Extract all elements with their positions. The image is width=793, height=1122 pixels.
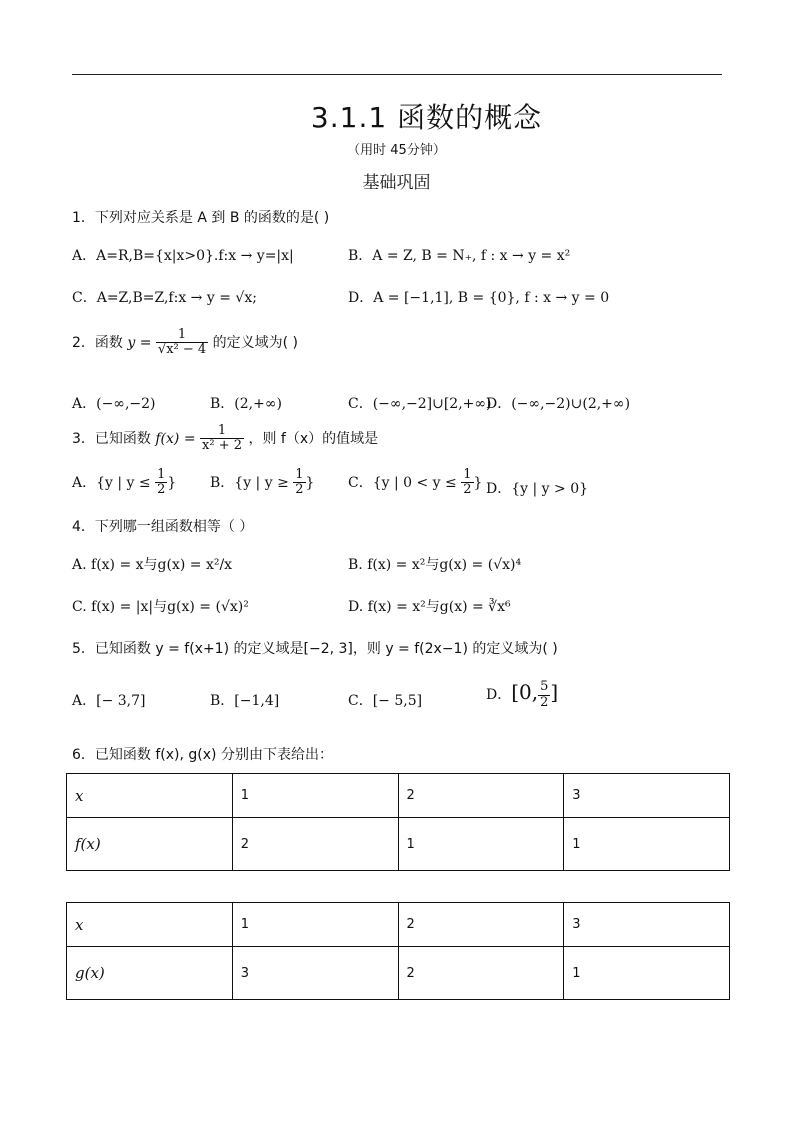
question-1-stem: 1．下列对应关系是 A 到 B 的函数的是( ) [72,210,330,226]
q3-a-den: 2 [157,482,166,498]
q5-option-c: C．[− 5,5] [348,693,423,709]
q3-c-fraction [461,468,473,498]
table-cell: 3 [232,947,398,1000]
table-cell: 3 [564,774,730,818]
question-5-stem: 5．已知函数 y = f(x+1) 的定义域是[−2, 3]，则 y = f(2x−1) 的定义域为( ) [72,641,558,657]
page-title: 3.1.1 函数的概念 [310,101,543,134]
q2-option-a: A．(−∞,−2) [72,396,156,412]
table-row [67,947,730,1000]
q3-option-c [348,468,482,498]
q3-c-close: } [473,474,483,491]
q4-option-c: C. f(x) = |x|与g(x) = (√x)² [72,599,249,615]
q2-option-d: D．(−∞,−2)∪(2,+∞) [486,396,631,412]
q2-option-c: C．(−∞,−2]∪[2,+∞) [348,396,492,412]
q5-d-den: 2 [540,694,549,710]
q3-b-den: 2 [295,482,304,498]
question-6-stem: 6．已知函数 f(x), g(x) 分别由下表给出： [72,747,333,763]
q1-option-c: C．A=Z,B=Z,f:x → y = √x; [72,290,257,306]
table-cell: 2 [398,774,564,818]
table-g [66,902,730,1000]
table-row [67,774,730,818]
time-note: （用时 45分钟） [347,143,446,158]
q1-option-b: B．A = Z, B = N₊, f : x → y = x² [348,248,571,264]
q4-option-b: B. f(x) = x²与g(x) = (√x)⁴ [348,557,522,573]
table-cell: g(x) [67,947,233,1000]
q2-denominator: √x² − 4 [157,342,207,358]
q3-c-num: 1 [463,467,472,482]
q5-d-num: 5 [540,679,549,695]
q2-stem-post: 的定义域为( ) [212,334,299,351]
q3-fraction [200,424,244,454]
section-title: 基础巩固 [362,173,431,193]
table-cell: 3 [564,903,730,947]
q1-option-a: A．A=R,B={x|x>0}.f:x → y=|x| [72,248,294,264]
table-cell: 1 [398,818,564,871]
q3-option-d: D．{y | y > 0} [486,481,589,497]
q2-stem-pre: 2．函数 [72,334,123,351]
table-row [67,818,730,871]
table-cell: 1 [232,774,398,818]
q3-c-text: C．{y | 0 < y ≤ [348,474,457,491]
q1-option-d: D．A = [−1,1], B = {0}, f : x → y = 0 [348,290,610,306]
q2-fraction [156,328,208,358]
table-cell: f(x) [67,818,233,871]
q3-stem-post: ，则 f（x）的值域是 [248,430,379,447]
q3-a-num: 1 [157,467,166,482]
table-cell: 1 [232,903,398,947]
q3-a-fraction [155,468,167,498]
table-cell: 2 [398,903,564,947]
q3-numerator: 1 [217,423,227,438]
q3-b-text: B．{y | y ≥ [210,474,289,491]
q3-c-den: 2 [463,482,472,498]
question-4-stem: 4．下列哪一组函数相等（ ） [72,519,254,535]
header-rule [72,74,722,75]
table-f [66,773,730,871]
q2-option-b: B．(2,+∞) [210,396,282,412]
table-cell: 2 [232,818,398,871]
q3-b-num: 1 [295,467,304,482]
table-row [67,903,730,947]
q5-d-right: ] [550,680,559,704]
q2-y-eq: y = [127,334,152,351]
table-cell: x [67,774,233,818]
q2-numerator: 1 [177,327,187,342]
q5-option-b: B．[−1,4] [210,693,280,709]
q3-a-text: A．{y | y ≤ [72,474,151,491]
q3-option-b [210,468,314,498]
q5-d-fraction [538,680,550,710]
q3-fx: f(x) = [155,430,196,447]
q5-d-left: [0, [511,680,539,704]
q4-option-d: D. f(x) = x²与g(x) = ∛x⁶ [348,599,511,615]
q3-b-close: } [305,474,315,491]
q3-a-close: } [167,474,177,491]
q5-option-a: A．[− 3,7] [72,693,146,709]
table-cell: 1 [564,818,730,871]
q4-option-a: A. f(x) = x与g(x) = x²/x [72,557,233,573]
q3-stem-pre: 3．已知函数 [72,430,151,447]
table-cell: x [67,903,233,947]
table-cell: 2 [398,947,564,1000]
question-2-stem [72,328,298,358]
q5-option-d [486,680,558,710]
q3-denominator: x² + 2 [202,438,242,454]
q3-option-a [72,468,176,498]
question-3-stem [72,424,378,454]
q3-b-fraction [293,468,305,498]
q5-d-label: D． [486,687,512,703]
table-cell: 1 [564,947,730,1000]
